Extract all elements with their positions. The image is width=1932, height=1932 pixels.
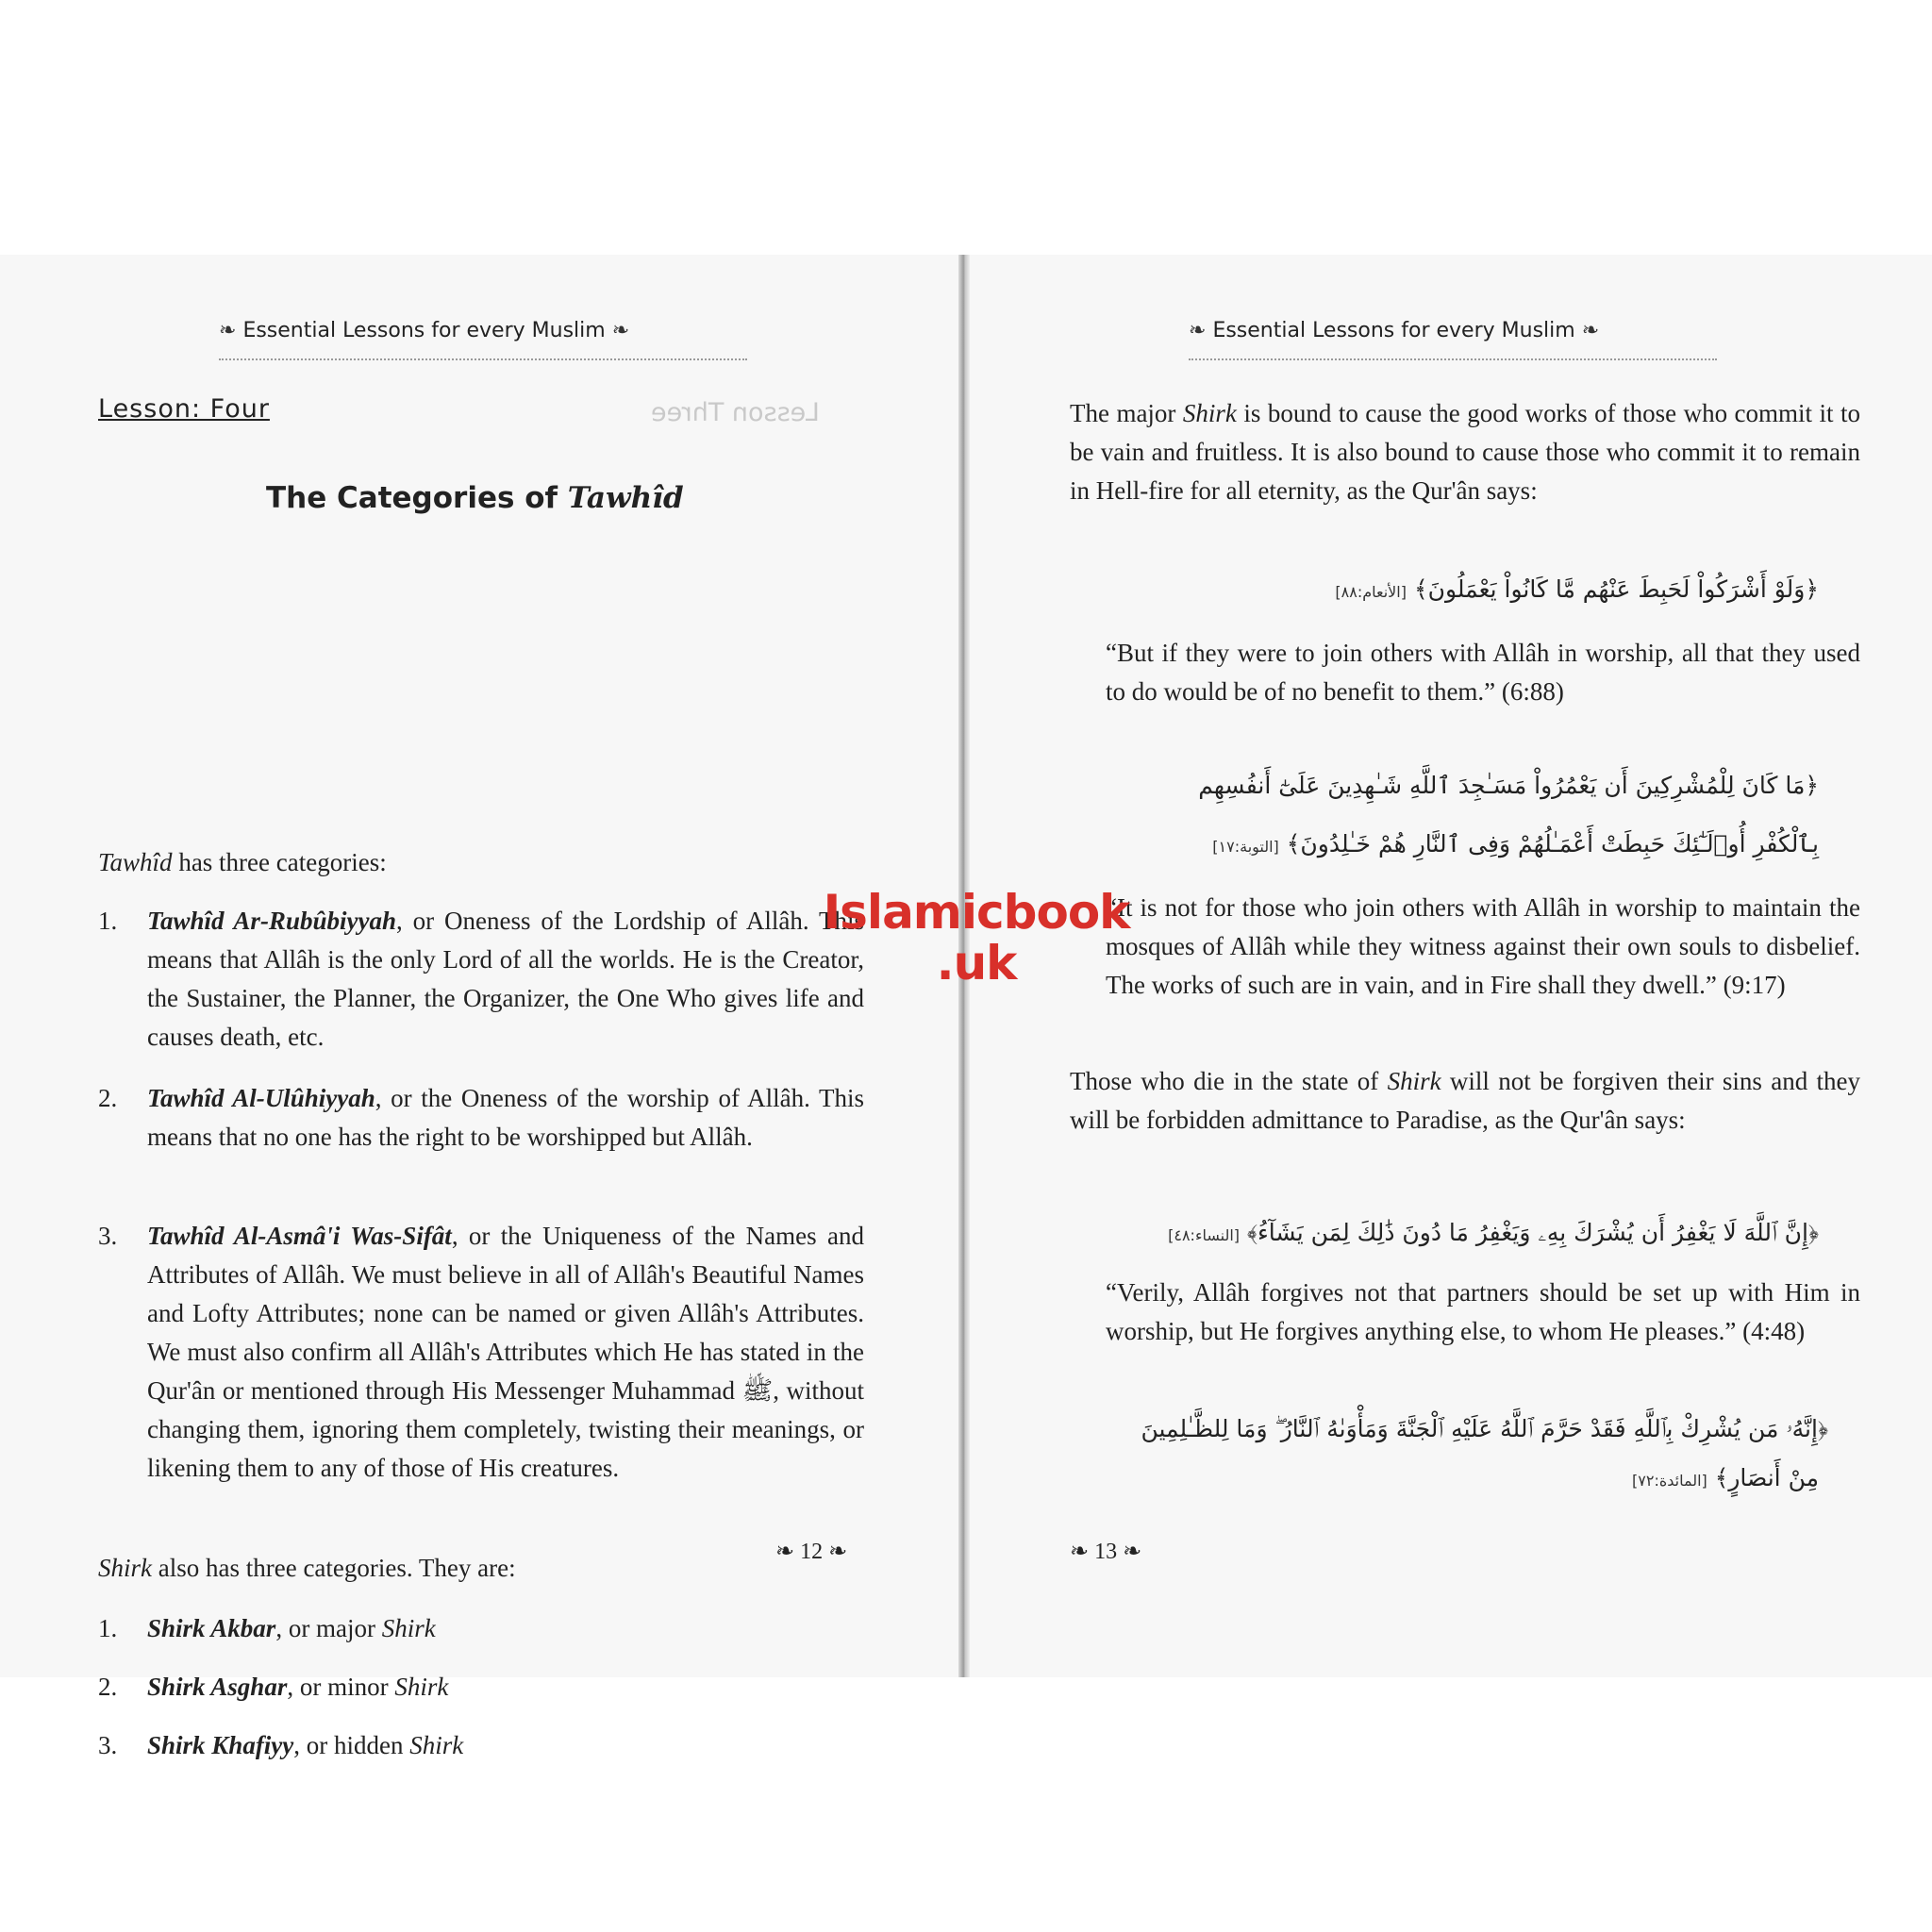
shirk-term: Shirk Khafiyy <box>147 1731 294 1759</box>
intro-paragraph <box>98 843 864 882</box>
running-head-rule <box>219 353 747 360</box>
arabic-verse-text: ﴿إِنَّ ٱللَّهَ لَا يَغْفِرُ أَن يُشْرَكَ بِهِۦ وَيَغْفِرُ مَا دُونَ ذَٰلِكَ لِمَن يَشَآءُ﴾ <box>1246 1219 1819 1246</box>
running-head <box>219 319 747 342</box>
list-item-text: , or Oneness of the Lordship of Allâh. This means that Allâh is the only Lord of all the worlds. He is the Creator, the Sustainer, the Planner, the Organizer, the One Who gives life and causes death, etc. <box>147 907 864 1051</box>
shirk-intro-text: also has three categories. They are: <box>152 1554 516 1582</box>
shirk-term: Shirk Akbar <box>147 1614 276 1642</box>
watermark-line1: Islamicbook <box>823 885 1130 940</box>
page-number-text: 12 <box>800 1540 824 1564</box>
verse-reference: [المائدة:٧٢] <box>1632 1472 1707 1490</box>
para-text: is bound to cause the good works of those who commit it to be vain and fruitless. It is also bound to cause those who commit it to remain in Hell-fire for all eternity, as the Qur'ân says: <box>1070 399 1860 505</box>
arabic-verse-text: ﴿إِنَّهُۥ مَن يُشْرِكْ بِٱللَّهِ فَقَدْ حَرَّمَ ٱللَّهُ عَلَيْهِ ٱلْجَنَّةَ وَمَأْوَىٰهُ ٱلنَّارُ ۖ وَمَا لِلظَّـٰلِمِينَ <box>1141 1415 1828 1442</box>
running-head-rule <box>1189 353 1717 360</box>
shirk-intro-italic: Shirk <box>98 1554 152 1582</box>
page-ornament-icon: ❧ <box>775 1540 795 1564</box>
watermark-line2: .uk <box>936 936 1017 991</box>
lesson-label: Lesson: Four <box>98 394 270 424</box>
arabic-verse <box>1632 1464 1819 1491</box>
list-item-text: , or the Oneness of the worship of Allâh. This means that no one has the right to be worshipped but Allâh. <box>147 1084 865 1151</box>
shirk-term: Shirk Asghar <box>147 1673 288 1701</box>
verse-reference: [النساء:٤٨] <box>1168 1226 1240 1244</box>
page-ornament-icon: ❧ <box>1123 1540 1142 1564</box>
page-title <box>266 481 684 515</box>
shirk-mid: , or hidden <box>293 1731 410 1759</box>
arabic-verse <box>1168 1219 1819 1247</box>
arabic-verse <box>1198 772 1819 799</box>
verse-reference: [التوبة:١٧] <box>1212 838 1279 856</box>
running-head <box>1189 319 1717 342</box>
arabic-verse-text: ﴿مَا كَانَ لِلْمُشْرِكِينَ أَن يَعْمُرُواْ مَسَـٰجِدَ ٱللَّهِ شَـٰهِدِينَ عَلَىٰٓ أَنفُسِهِم <box>1198 772 1819 799</box>
arabic-verse <box>1335 575 1819 603</box>
page-number-text: 13 <box>1094 1540 1118 1564</box>
list-item-text: , or the Uniqueness of the Names and Attributes of Allâh. We must believe in all of Allâh's Beautiful Names and Lofty Attributes; none can be named or given Allâh's Attributes. We must also confirm all Allâh's Attributes which He has stated in the Qur'ân or mentioned through His Messenger Muhammad ﷺ, without changing them, ignoring them completely, twisting their meanings, or likening them to any of those of His creatures. <box>147 1222 864 1482</box>
shirk-mid: , or major <box>275 1614 382 1642</box>
para-italic: Shirk <box>1182 399 1237 427</box>
quote-translation: “Verily, Allâh forgives not that partners should be set up with Him in worship, but He forgives anything else, to whom He pleases.” (4:48) <box>1106 1278 1860 1345</box>
watermark <box>807 887 1146 989</box>
arabic-verse <box>1141 1415 1828 1443</box>
running-title: Essential Lessons for every Muslim <box>242 319 606 342</box>
list-item <box>147 1217 864 1488</box>
shirk-list-number: 2. <box>98 1673 118 1701</box>
paragraph-forgiveness <box>1070 1062 1860 1140</box>
verse-reference: [الأنعام:٨٨] <box>1335 583 1407 601</box>
shirk-mid: , or minor <box>287 1673 395 1701</box>
ornament-icon: ❧ <box>1189 319 1207 342</box>
shirk-list-item <box>147 1668 864 1707</box>
ornament-icon: ❧ <box>1581 319 1600 342</box>
list-item <box>147 902 864 1057</box>
para-text: Those who die in the state of <box>1070 1067 1388 1095</box>
list-number: 3. <box>98 1222 118 1250</box>
shirk-end: Shirk <box>381 1614 436 1642</box>
para-text: The major <box>1070 399 1183 427</box>
arabic-verse-text: ﴿وَلَوْ أَشْرَكُواْ لَحَبِطَ عَنْهُم مَّا كَانُواْ يَعْمَلُونَ﴾ <box>1413 575 1819 603</box>
intro-italic: Tawhîd <box>98 848 173 876</box>
page-number <box>1070 1538 1141 1565</box>
arabic-verse-text: مِنْ أَنصَارٍ﴾ <box>1714 1464 1819 1491</box>
paragraph-major-shirk <box>1070 394 1860 510</box>
page-ornament-icon: ❧ <box>1070 1540 1090 1564</box>
shirk-end: Shirk <box>409 1731 464 1759</box>
shirk-list-number: 3. <box>98 1731 118 1759</box>
para-text: will not be forgiven their sins and they will be forbidden admittance to Paradise, as the Qur'ân says: <box>1070 1067 1860 1134</box>
para-italic: Shirk <box>1387 1067 1441 1095</box>
arabic-verse <box>1212 830 1819 858</box>
list-number: 2. <box>98 1084 118 1112</box>
title-prefix: The Categories of <box>266 481 568 515</box>
bleed-through-lesson-label: Lesson Three <box>651 398 820 427</box>
list-item-term: Tawhîd Al-Asmâ'i Was-Sifât <box>147 1222 452 1250</box>
arabic-verse-text: بِٱلْكُفْرِ أُو۟لَـٰٓئِكَ حَبِطَتْ أَعْمَـٰلُهُمْ وَفِى ٱلنَّارِ هُمْ خَـٰلِدُونَ﴾ <box>1286 830 1819 858</box>
shirk-intro-paragraph <box>98 1549 864 1588</box>
shirk-list-item <box>147 1609 864 1648</box>
intro-text: has three categories: <box>172 848 387 876</box>
running-title: Essential Lessons for every Muslim <box>1212 319 1575 342</box>
list-item <box>147 1079 864 1157</box>
ornament-icon: ❧ <box>219 319 237 342</box>
quote-translation: “It is not for those who join others with Allâh in worship to maintain the mosques of Allâh while they witness against their own souls to disbelief. The works of such are in vain, and in Fire shall they dwell.” (9:17) <box>1106 893 1860 999</box>
ornament-icon: ❧ <box>611 319 630 342</box>
title-italic: Tawhîd <box>567 481 684 515</box>
list-item-term: Tawhîd Ar-Rubûbiyyah <box>147 907 396 935</box>
shirk-list-number: 1. <box>98 1614 118 1642</box>
page-number <box>775 1538 847 1565</box>
quote-translation: “But if they were to join others with Allâh in worship, all that they used to do would be of no benefit to them.” (6:88) <box>1106 639 1860 706</box>
shirk-list-item <box>147 1726 864 1765</box>
shirk-end: Shirk <box>394 1673 449 1701</box>
list-number: 1. <box>98 907 118 935</box>
list-item-term: Tawhîd Al-Ulûhiyyah <box>147 1084 375 1112</box>
page-ornament-icon: ❧ <box>828 1540 848 1564</box>
